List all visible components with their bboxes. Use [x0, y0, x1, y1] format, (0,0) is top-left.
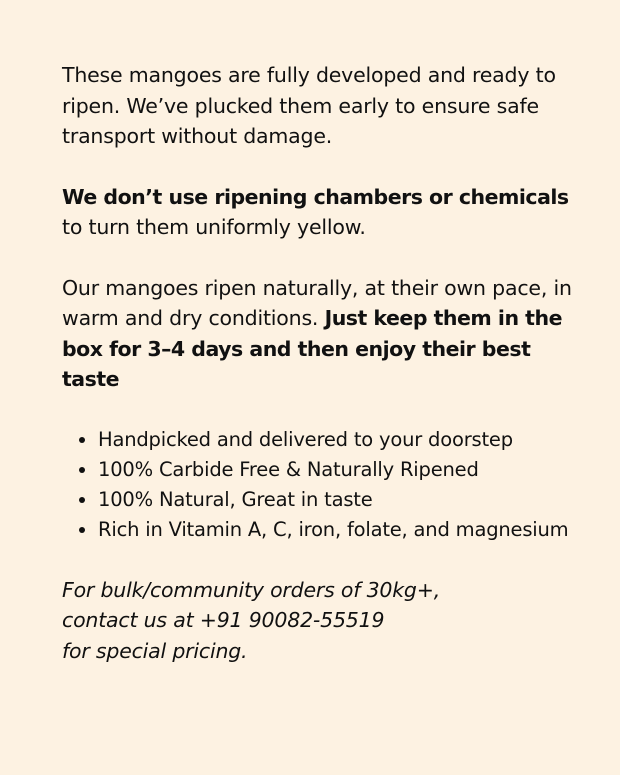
ripening-text: Our mangoes ripen naturally, at their own pace, in warm and dry conditions.	[62, 275, 572, 330]
no-chemicals-rest-text: to turn them uniformly yellow.	[62, 215, 366, 239]
feature-text: Rich in Vitamin A, C, iron, folate, and magnesium	[98, 517, 569, 541]
bulk-note-line-1: For bulk/community orders of 30kg+,	[62, 577, 441, 602]
features-list	[62, 425, 572, 545]
bulk-note-line-2: contact us at +91 90082-55519	[62, 608, 385, 632]
bullet-icon	[79, 527, 85, 533]
bulk-note-line-3: for special pricing.	[62, 638, 248, 663]
bullet-icon	[79, 497, 85, 503]
list-item	[79, 515, 572, 545]
product-description	[62, 60, 572, 666]
no-chemicals-paragraph	[62, 182, 572, 243]
bullet-icon	[79, 467, 85, 473]
feature-text: 100% Carbide Free & Naturally Ripened	[98, 457, 479, 481]
list-item	[79, 485, 572, 515]
bulk-order-note	[62, 575, 572, 667]
intro-paragraph: These mangoes are fully developed and ready to ripen. We’ve plucked them early to ensure safe transport without damage.	[62, 63, 556, 148]
no-chemicals-bold-text: We don’t use ripening chambers or chemicals	[62, 184, 569, 209]
list-item	[79, 455, 572, 485]
feature-text: Handpicked and delivered to your doorstep	[98, 427, 513, 451]
feature-text: 100% Natural, Great in taste	[98, 487, 373, 511]
list-item	[79, 425, 572, 455]
bullet-icon	[79, 437, 85, 443]
ripening-bold-text: Just keep them in the box for 3–4 days and then enjoy their best taste	[62, 306, 562, 391]
ripening-paragraph	[62, 273, 572, 395]
